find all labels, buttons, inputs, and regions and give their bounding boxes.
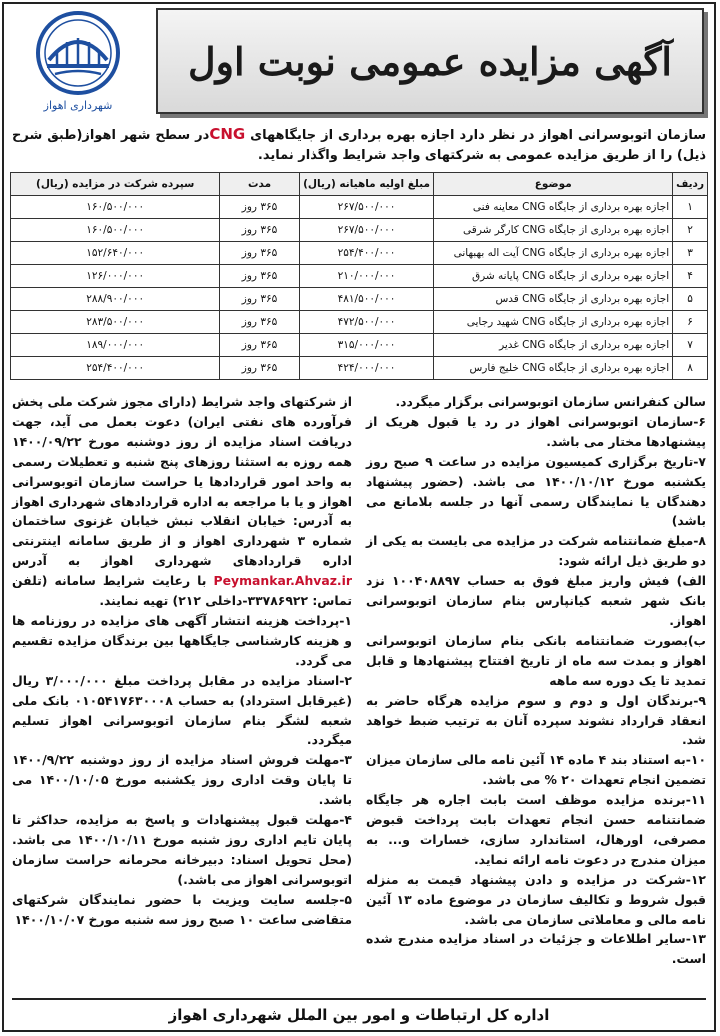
cell-row-number: ۱ bbox=[673, 196, 708, 219]
cell-subject: اجازه بهره برداری از جایگاه CNG قدس bbox=[434, 288, 673, 311]
cell-subject: اجازه بهره برداری از جایگاه CNG خلیج فارس bbox=[434, 357, 673, 380]
header-deposit: سپرده شرکت در مزایده (ریال) bbox=[11, 173, 220, 196]
term-5: ۵-جلسه سایت ویزیت با حضور نمایندگان شرکتهای متقاضی ساعت ۱۰ صبح روز سه شنبه مورخ ۱۴۰۰/۱۰/۰۷ bbox=[12, 891, 352, 927]
term-12: ۱۲-شرکت در مزایده و دادن پیشنهاد قیمت به منزله قبول شروط و تکالیف سازمان در موضوع ماده ۱۳ آئین نامه مالی و معاملاتی سازمان می باشد. bbox=[366, 871, 706, 927]
cell-subject: اجازه بهره برداری از جایگاه CNG آیت اله بهبهانی bbox=[434, 242, 673, 265]
cell-deposit: ۲۸۳/۵۰۰/۰۰۰ bbox=[11, 311, 220, 334]
invitation-text: از شرکتهای واجد شرایط (دارای مجوز شرکت ملی پخش فرآورده های نفتی ایران) دعوت بعمل می آید، جهت دریافت اسناد مزایده از روز دوشنبه مورخ ۱۴۰۰/۰۹/۲۲ همه روزه به استثنا روزهای پنج شنبه و تعطیلات رسمی به واحد امور قراردادها یا حراست سازمان اتوبوسرانی اهواز و یا با مراجعه به اداره قراردادهای شهرداری اهواز به آدرس: خیابان انقلاب نبش خیابان غزنوی ساختمان شماره ۳ شهرداری اهواز و از طریق سامانه اینترنتی اداره قراردادهای شهرداری اهواز به آدرس bbox=[12, 394, 352, 569]
cell-row-number: ۵ bbox=[673, 288, 708, 311]
intro-cng: CNG bbox=[209, 125, 246, 143]
cell-duration: ۳۶۵ روز bbox=[220, 334, 299, 357]
term-8: ۸-مبلغ ضمانتنامه شرکت در مزایده می بایست به یکی از دو طریق ذیل ارائه شود: bbox=[366, 533, 706, 569]
website-link[interactable]: Peymankar.Ahvaz.ir bbox=[213, 573, 352, 589]
table-row bbox=[11, 334, 708, 357]
terms-body bbox=[12, 392, 706, 996]
invitation-paragraph bbox=[12, 392, 352, 611]
term-5-continued: سالن کنفرانس سازمان اتوبوسرانی برگزار میگردد. bbox=[395, 394, 706, 409]
cell-subject: اجازه بهره برداری از جایگاه CNG شهید رجایی bbox=[434, 311, 673, 334]
header-duration: مدت bbox=[220, 173, 299, 196]
cell-row-number: ۳ bbox=[673, 242, 708, 265]
table-body bbox=[11, 196, 708, 380]
auction-table bbox=[10, 172, 708, 380]
header-initial-price: مبلغ اولیه ماهیانه (ریال) bbox=[299, 173, 434, 196]
cell-row-number: ۸ bbox=[673, 357, 708, 380]
term-9: ۹-برندگان اول و دوم و سوم مزایده هرگاه حاضر به انعقاد قرارداد نشوند سپرده آنان به ترتیب ضبط خواهد شد. bbox=[366, 692, 706, 748]
cell-deposit: ۲۸۸/۹۰۰/۰۰۰ bbox=[11, 288, 220, 311]
cell-subject: اجازه بهره برداری از جایگاه CNG کارگر شرقی bbox=[434, 219, 673, 242]
cell-subject: اجازه بهره برداری از جایگاه CNG معاینه فنی bbox=[434, 196, 673, 219]
logo-org-name: شهرداری اهواز bbox=[43, 99, 113, 112]
cell-subject: اجازه بهره برداری از جایگاه CNG غدیر bbox=[434, 334, 673, 357]
intro-text-after: در سطح شهر اهواز(طبق شرح ذیل) را از طریق مزایده عمومی به شرکتهای واجد شرایط واگذار نماید. bbox=[12, 128, 706, 163]
cell-duration: ۳۶۵ روز bbox=[220, 288, 299, 311]
term-11: ۱۱-برنده مزایده موظف است بابت اجاره هر جایگاه ضمانتنامه حسن انجام تعهدات بابت پرداخت قبوض مصرفی، اورهال، استاندارد سازی، خسارات و... به میزان مندرج در دعوت نامه ارائه نماید. bbox=[366, 792, 706, 867]
cell-duration: ۳۶۵ روز bbox=[220, 219, 299, 242]
term-1: ۱-پرداخت هزینه انتشار آگهی های مزایده در روزنامه ها و هزینه کارشناسی جایگاهها بین برندگان مزایده تقسیم می گردد. bbox=[12, 612, 352, 668]
term-8a: الف) فیش واریز مبلغ فوق به حساب ۱۰۰۴۰۸۸۹۷ نزد بانک شهر شعبه کیانپارس بنام سازمان اتوبوسرانی اهواز. bbox=[366, 573, 706, 628]
cell-initial-price: ۲۱۰/۰۰۰/۰۰۰ bbox=[299, 265, 434, 288]
cell-duration: ۳۶۵ روز bbox=[220, 242, 299, 265]
footer-text: اداره کل ارتباطات و امور بین الملل شهرداری اهواز bbox=[168, 1006, 550, 1024]
invitation-text-end: با رعایت شرایط سامانه (تلفن تماس: ۳۳۷۸۶۹۲۲-داخلی ۲۱۲) تهیه نمایند. bbox=[12, 573, 352, 609]
cell-initial-price: ۲۵۴/۴۰۰/۰۰۰ bbox=[299, 242, 434, 265]
cell-row-number: ۴ bbox=[673, 265, 708, 288]
cell-initial-price: ۴۲۴/۰۰۰/۰۰۰ bbox=[299, 357, 434, 380]
ahvaz-bridge-logo-icon bbox=[35, 10, 121, 96]
term-8b: ب)بصورت ضمانتنامه بانکی بنام سازمان اتوبوسرانی اهواز و بمدت سه ماه از تاریخ افتتاح پیشنهادها و قابل تمدید تا یک دوره سه ماهه bbox=[366, 632, 706, 688]
terms-right-column bbox=[12, 392, 352, 996]
cell-duration: ۳۶۵ روز bbox=[220, 196, 299, 219]
table-row bbox=[11, 357, 708, 380]
term-2: ۲-اسناد مزایده در مقابل پرداخت مبلغ ۳/۰۰۰/۰۰۰ ریال (غیرقابل استرداد) به حساب ۰۱۰۵۴۱۷۶۳۰۰۰۸ بانک ملی شعبه لشگر بنام سازمان اتوبوسرانی اهواز تسلیم میگردد. bbox=[12, 672, 352, 748]
terms-left-column bbox=[366, 392, 706, 996]
header-subject: موضوع bbox=[434, 173, 673, 196]
cell-deposit: ۱۵۲/۶۴۰/۰۰۰ bbox=[11, 242, 220, 265]
table-row bbox=[11, 311, 708, 334]
footer-bar bbox=[12, 998, 706, 1030]
title-banner bbox=[156, 8, 704, 114]
term-3: ۳-مهلت فروش اسناد مزایده از روز دوشنبه ۱۴۰۰/۹/۲۲ تا پایان وقت اداری روز یکشنبه مورخ ۱۴۰۰/۱۰/۰۵ می باشد. bbox=[12, 752, 352, 808]
table-row bbox=[11, 219, 708, 242]
cell-row-number: ۶ bbox=[673, 311, 708, 334]
term-7: ۷-تاریخ برگزاری کمیسیون مزایده در ساعت ۹ صبح روز یکشنبه مورخ ۱۴۰۰/۱۰/۱۲ می باشد. (حضور پیشنهاد دهندگان یا نمایندگان رسمی آنها در جلسه بلامانع می باشد) bbox=[366, 453, 706, 529]
page-title: آگهی مزایده عمومی نوبت اول bbox=[188, 38, 672, 84]
term-10: ۱۰-به استناد بند ۴ ماده ۱۴ آئین نامه مالی سازمان میزان تضمین انجام تعهدات ۲۰ % می باشد. bbox=[366, 752, 707, 788]
table-row bbox=[11, 196, 708, 219]
cell-subject: اجازه بهره برداری از جایگاه CNG پایانه شرق bbox=[434, 265, 673, 288]
intro-paragraph bbox=[12, 124, 706, 166]
cell-initial-price: ۴۷۲/۵۰۰/۰۰۰ bbox=[299, 311, 434, 334]
cell-deposit: ۱۸۹/۰۰۰/۰۰۰ bbox=[11, 334, 220, 357]
cell-deposit: ۱۶۰/۵۰۰/۰۰۰ bbox=[11, 219, 220, 242]
term-6: ۶-سازمان اتوبوسرانی اهواز در رد یا قبول هریک از پیشنهادها مختار می باشد. bbox=[366, 413, 706, 449]
table-header-row bbox=[11, 173, 708, 196]
header-row-number: ردیف bbox=[673, 173, 708, 196]
cell-initial-price: ۲۶۷/۵۰۰/۰۰۰ bbox=[299, 196, 434, 219]
cell-row-number: ۲ bbox=[673, 219, 708, 242]
cell-row-number: ۷ bbox=[673, 334, 708, 357]
cell-duration: ۳۶۵ روز bbox=[220, 311, 299, 334]
term-4: ۴-مهلت قبول پیشنهادات و پاسخ به مزایده، حداکثر تا پایان تایم اداری روز شنبه مورخ ۱۴۰۰/۱۰/۱۱ می باشد. (محل تحویل اسناد: دبیرخانه محرمانه حراست سازمان اتوبوسرانی اهواز می باشد.) bbox=[12, 812, 352, 887]
table-row bbox=[11, 288, 708, 311]
cell-deposit: ۱۲۶/۰۰۰/۰۰۰ bbox=[11, 265, 220, 288]
cell-initial-price: ۴۸۱/۵۰۰/۰۰۰ bbox=[299, 288, 434, 311]
term-13: ۱۳-سایر اطلاعات و جزئیات در اسناد مزایده مندرج شده است. bbox=[366, 931, 706, 967]
cell-initial-price: ۲۶۷/۵۰۰/۰۰۰ bbox=[299, 219, 434, 242]
table-row bbox=[11, 242, 708, 265]
table-row bbox=[11, 265, 708, 288]
municipality-logo bbox=[12, 8, 144, 116]
intro-text-before: سازمان اتوبوسرانی اهواز در نظر دارد اجازه بهره برداری از جایگاههای bbox=[245, 128, 706, 143]
cell-duration: ۳۶۵ روز bbox=[220, 357, 299, 380]
cell-deposit: ۲۵۴/۴۰۰/۰۰۰ bbox=[11, 357, 220, 380]
cell-duration: ۳۶۵ روز bbox=[220, 265, 299, 288]
cell-initial-price: ۳۱۵/۰۰۰/۰۰۰ bbox=[299, 334, 434, 357]
cell-deposit: ۱۶۰/۵۰۰/۰۰۰ bbox=[11, 196, 220, 219]
